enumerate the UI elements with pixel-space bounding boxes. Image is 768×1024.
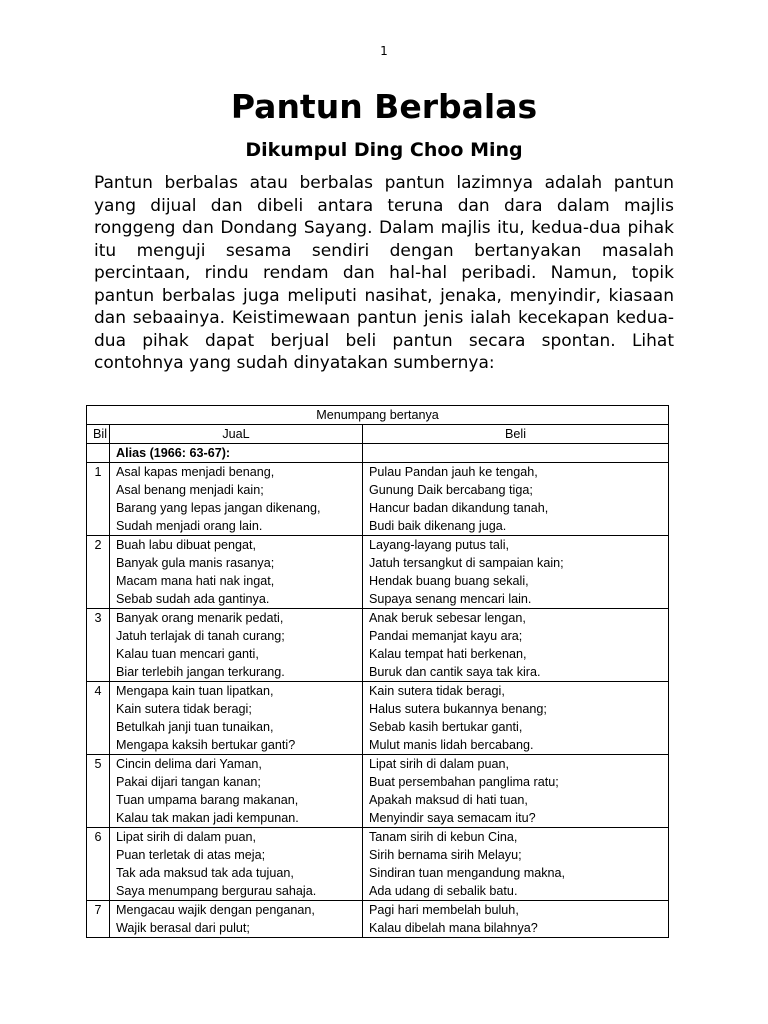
beli-verse-line: Pulau Pandan jauh ke tengah, [369, 465, 538, 479]
jual-verse-line: Banyak gula manis rasanya; [116, 556, 275, 570]
jual-verse-line: Barang yang lepas jangan dikenang, [116, 501, 321, 515]
beli-verse-line: Menyindir saya semacam itu? [369, 811, 536, 825]
beli-verse-line: Supaya senang mencari lain. [369, 592, 532, 606]
row-number: 1 [87, 463, 110, 536]
beli-verse-line: Hancur badan dikandung tanah, [369, 501, 549, 515]
row-number: 5 [87, 755, 110, 828]
beli-verse-line: Sirih bernama sirih Melayu; [369, 848, 522, 862]
beli-verse-cell [363, 901, 669, 938]
table-header-row [87, 425, 669, 444]
jual-verse-line: Asal benang menjadi kain; [116, 483, 264, 497]
beli-verse-cell [363, 828, 669, 901]
jual-verse-line: Wajik berasal dari pulut; [116, 921, 250, 935]
jual-verse-line: Mengapa kain tuan lipatkan, [116, 684, 274, 698]
beli-verse-line: Pagi hari membelah buluh, [369, 903, 519, 917]
table-caption: Menumpang bertanya [87, 406, 669, 425]
jual-verse-cell [110, 682, 363, 755]
beli-verse-cell [363, 682, 669, 755]
jual-verse-line: Kain sutera tidak beragi; [116, 702, 252, 716]
source-row [87, 444, 669, 463]
document-subtitle: Dikumpul Ding Choo Ming [245, 139, 523, 161]
beli-verse-line: Kalau dibelah mana bilahnya? [369, 921, 538, 935]
row-number: 7 [87, 901, 110, 938]
beli-verse-line: Buat persembahan panglima ratu; [369, 775, 559, 789]
beli-verse-line: Budi baik dikenang juga. [369, 519, 507, 533]
jual-verse-cell [110, 755, 363, 828]
beli-verse-line: Sebab kasih bertukar ganti, [369, 720, 523, 734]
beli-verse-line: Anak beruk sebesar lengan, [369, 611, 526, 625]
jual-verse-line: Kalau tak makan jadi kempunan. [116, 811, 299, 825]
beli-verse-line: Kain sutera tidak beragi, [369, 684, 505, 698]
beli-verse-line: Pandai memanjat kayu ara; [369, 629, 523, 643]
row-number: 3 [87, 609, 110, 682]
beli-verse-line: Hendak buang buang sekali, [369, 574, 529, 588]
table-row [87, 609, 669, 682]
table-row [87, 536, 669, 609]
beli-verse-line: Apakah maksud di hati tuan, [369, 793, 528, 807]
beli-verse-line: Halus sutera bukannya benang; [369, 702, 547, 716]
jual-verse-line: Cincin delima dari Yaman, [116, 757, 262, 771]
jual-verse-line: Betulkah janji tuan tunaikan, [116, 720, 274, 734]
beli-verse-cell [363, 536, 669, 609]
jual-verse-line: Tak ada maksud tak ada tujuan, [116, 866, 294, 880]
jual-verse-line: Buah labu dibuat pengat, [116, 538, 257, 552]
jual-verse-line: Puan terletak di atas meja; [116, 848, 266, 862]
row-number: 2 [87, 536, 110, 609]
intro-paragraph: Pantun berbalas atau berbalas pantun lazimnya adalah pantun yang dijual dan dibeli antara teruna dan dara dalam majlis ronggeng dan Dondang Sayang. Dalam majlis itu, kedua-dua pihak itu menguji sesama sendiri dengan bertanyakan masalah percintaan, rindu rendam dan hal-hal peribadi. Namun, topik pantun berbalas juga meliputi nasihat, jenaka, menyindir, kiasaan dan sebaainya. Keistimewaan pantun jenis ialah kecekapan kedua-dua pihak dapat berjual beli pantun secara spontan. Lihat contohnya yang sudah dinyatakan sumbernya: [94, 173, 674, 373]
jual-verse-line: Jatuh terlajak di tanah curang; [116, 629, 285, 643]
beli-verse-line: Gunung Daik bercabang tiga; [369, 483, 533, 497]
beli-verse-cell [363, 755, 669, 828]
jual-verse-line: Biar terlebih jangan terkurang. [116, 665, 285, 679]
jual-verse-line: Banyak orang menarik pedati, [116, 611, 284, 625]
jual-verse-line: Lipat sirih di dalam puan, [116, 830, 257, 844]
table-row [87, 755, 669, 828]
page-number: 1 [380, 44, 388, 58]
source-citation: Alias (1966: 63-67): [110, 444, 363, 463]
beli-verse-line: Ada udang di sebalik batu. [369, 884, 518, 898]
jual-verse-cell [110, 901, 363, 938]
jual-verse-line: Sebab sudah ada gantinya. [116, 592, 270, 606]
pantun-table [86, 405, 669, 938]
jual-verse-cell [110, 536, 363, 609]
document-title: Pantun Berbalas [230, 87, 538, 126]
beli-verse-line: Sindiran tuan mengandung makna, [369, 866, 566, 880]
source-beli-cell [363, 444, 669, 463]
row-number: 6 [87, 828, 110, 901]
jual-verse-cell [110, 609, 363, 682]
table-caption-row [87, 406, 669, 425]
jual-verse-line: Mengapa kaksih bertukar ganti? [116, 738, 296, 752]
jual-verse-line: Macam mana hati nak ingat, [116, 574, 275, 588]
header-beli: Beli [363, 425, 669, 444]
beli-verse-line: Jatuh tersangkut di sampaian kain; [369, 556, 564, 570]
jual-verse-line: Kalau tuan mencari ganti, [116, 647, 259, 661]
header-jual: JuaL [110, 425, 363, 444]
table-row [87, 682, 669, 755]
beli-verse-line: Tanam sirih di kebun Cina, [369, 830, 518, 844]
table-row [87, 901, 669, 938]
jual-verse-line: Asal kapas menjadi benang, [116, 465, 275, 479]
jual-verse-line: Saya menumpang bergurau sahaja. [116, 884, 317, 898]
table-row [87, 828, 669, 901]
header-bil: Bil [87, 425, 110, 444]
beli-verse-line: Layang-layang putus tali, [369, 538, 510, 552]
beli-verse-line: Lipat sirih di dalam puan, [369, 757, 510, 771]
jual-verse-cell [110, 463, 363, 536]
source-bil-cell [87, 444, 110, 463]
beli-verse-cell [363, 463, 669, 536]
row-number: 4 [87, 682, 110, 755]
beli-verse-line: Kalau tempat hati berkenan, [369, 647, 527, 661]
jual-verse-cell [110, 828, 363, 901]
jual-verse-line: Tuan umpama barang makanan, [116, 793, 299, 807]
jual-verse-line: Pakai dijari tangan kanan; [116, 775, 261, 789]
table-row [87, 463, 669, 536]
beli-verse-line: Buruk dan cantik saya tak kira. [369, 665, 541, 679]
jual-verse-line: Sudah menjadi orang lain. [116, 519, 263, 533]
jual-verse-line: Mengacau wajik dengan penganan, [116, 903, 315, 917]
beli-verse-cell [363, 609, 669, 682]
beli-verse-line: Mulut manis lidah bercabang. [369, 738, 534, 752]
